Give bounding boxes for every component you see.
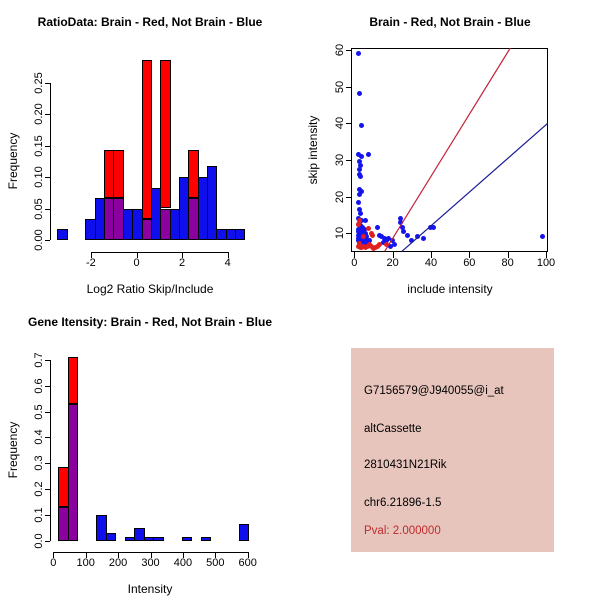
y-tick: [45, 209, 50, 210]
hist-bar-blue: [153, 537, 163, 541]
hist-bar-blue: [106, 533, 116, 541]
y-tick: [45, 177, 50, 178]
x-tick-label: 0: [50, 557, 57, 569]
y-tick-label: 0.1: [33, 507, 45, 523]
y-tick: [45, 541, 50, 542]
hist-bar-blue: [239, 524, 249, 541]
x-tick-label: 400: [173, 557, 193, 569]
y-tick-label: 0.20: [33, 103, 45, 125]
hist-bar-overlap: [68, 404, 78, 541]
y-tick-label: 0.4: [33, 429, 45, 446]
y-tick: [45, 114, 50, 115]
y-tick: [45, 83, 50, 84]
hist-bar-red: [113, 150, 123, 198]
y-tick-label: 20: [334, 190, 346, 203]
gene-name-text: 2810431N21Rik: [364, 459, 447, 471]
hist-bar-red: [68, 357, 78, 404]
x-tick-label: 40: [424, 257, 438, 269]
y-tick-label: 10: [334, 227, 346, 240]
ratio-hist-x-axis-label: Log2 Ratio Skip/Include: [86, 282, 214, 296]
x-tick-label: 600: [238, 557, 257, 569]
y-tick-label: 0.10: [33, 166, 45, 188]
hist-bar-blue: [235, 229, 245, 240]
y-tick-label: 40: [334, 117, 346, 130]
x-tick-label: 0: [133, 257, 140, 269]
hist-bar-blue: [201, 537, 211, 541]
genomic-location-text: chr6.21896-1.5: [364, 497, 442, 509]
gene-hist-y-axis-label: Frequency: [6, 421, 20, 479]
x-tick-label: 200: [108, 557, 128, 569]
panel-gene-info: [300, 300, 600, 600]
panel-intensity-scatter: [300, 0, 600, 300]
splice-event-text: altCassette: [364, 423, 422, 435]
y-axis-line: [50, 83, 51, 241]
y-tick-label: 0.6: [33, 377, 45, 394]
y-tick-label: 0.15: [33, 134, 45, 157]
x-tick-label: 60: [463, 257, 476, 269]
y-tick: [45, 489, 50, 490]
y-tick-label: 0.25: [33, 71, 45, 94]
y-tick-label: 0.05: [33, 197, 45, 220]
panel-ratio-histogram: [0, 0, 300, 300]
y-tick-label: 0.00: [33, 229, 45, 251]
y-tick: [45, 240, 50, 241]
y-tick-label: 0.2: [33, 481, 45, 497]
y-tick: [45, 437, 50, 438]
scatter-title: Brain - Red, Not Brain - Blue: [369, 15, 531, 29]
y-axis-line: [50, 360, 51, 541]
y-tick-label: 0.5: [33, 403, 45, 420]
panel-gene-intensity-histogram: [0, 300, 300, 600]
fit-lines: [351, 48, 549, 251]
y-tick-label: 0.0: [33, 533, 45, 549]
hist-bar-red: [160, 60, 170, 209]
info-box: [351, 348, 554, 552]
x-tick-label: 80: [501, 257, 514, 269]
x-tick-label: 20: [386, 257, 399, 269]
brain-fit-line: [384, 48, 510, 251]
y-tick: [45, 515, 50, 516]
y-tick-label: 0.3: [33, 455, 45, 471]
y-tick: [45, 412, 50, 413]
x-axis-line: [91, 252, 228, 253]
y-tick: [45, 463, 50, 464]
x-tick-label: 4: [224, 257, 231, 269]
probe-id-text: G7156579@J940055@i_at: [364, 385, 504, 397]
x-tick-label: -2: [86, 257, 96, 269]
y-tick-label: 60: [334, 43, 346, 56]
x-tick-label: 100: [536, 257, 556, 269]
ratio-hist-title: RatioData: Brain - Red, Not Brain - Blue: [37, 15, 263, 29]
scatter-x-axis-label: include intensity: [407, 282, 493, 296]
hist-bar-blue: [182, 537, 192, 541]
y-tick: [45, 146, 50, 147]
gene-hist-x-axis-label: Intensity: [127, 582, 173, 596]
x-tick-label: 500: [206, 557, 225, 569]
gene-hist-title: Gene Itensity: Brain - Red, Not Brain - Blue: [27, 315, 273, 329]
x-tick-label: 0: [351, 257, 358, 269]
x-tick-label: 300: [141, 557, 160, 569]
y-tick: [45, 360, 50, 361]
hist-bar-blue: [57, 229, 67, 240]
y-tick-label: 50: [334, 80, 346, 93]
x-tick-label: 100: [76, 557, 95, 569]
y-tick-label: 30: [334, 153, 346, 167]
scatter-y-axis-label: skip intensity: [306, 115, 320, 185]
y-tick-label: 0.7: [33, 352, 45, 368]
y-tick: [45, 386, 50, 387]
x-tick-label: 2: [179, 257, 186, 269]
ratio-hist-y-axis-label: Frequency: [6, 132, 20, 190]
pval-text: Pval: 2.000000: [364, 525, 441, 537]
